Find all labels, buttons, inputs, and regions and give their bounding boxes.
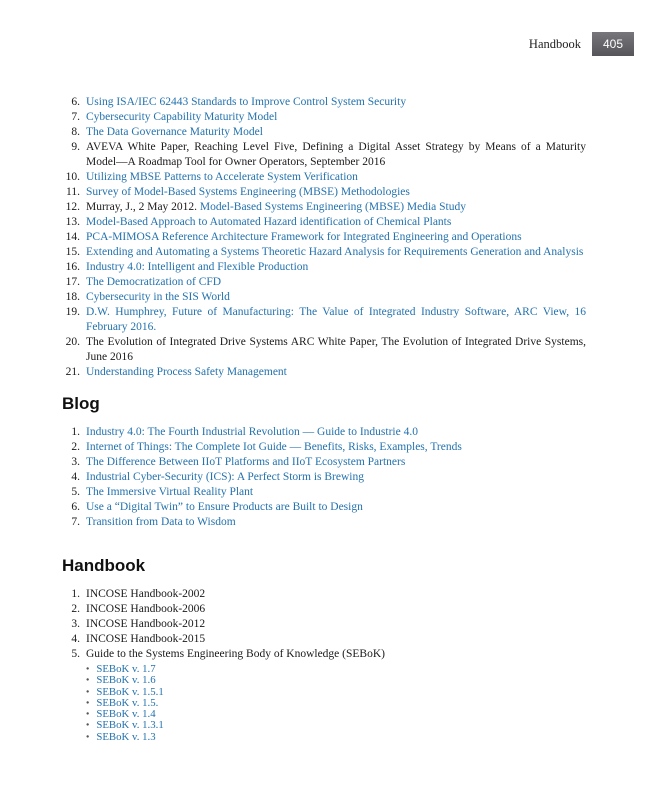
item-number: 1. bbox=[71, 426, 80, 438]
item-number: 21. bbox=[65, 366, 80, 378]
sebok-version-link[interactable]: SEBoK v. 1.3.1 bbox=[96, 719, 164, 732]
item-link[interactable]: PCA-MIMOSA Reference Architecture Framework for Integrated Engineering and Operations bbox=[86, 231, 522, 243]
item-number: 2. bbox=[71, 603, 80, 615]
item-number: 5. bbox=[71, 648, 80, 660]
list-item bbox=[62, 455, 586, 470]
item-text bbox=[86, 365, 586, 380]
item-plain-text: Murray, J., 2 May 2012. bbox=[86, 201, 200, 213]
sebok-version-link[interactable]: SEBoK v. 1.6 bbox=[96, 674, 156, 687]
item-text bbox=[86, 470, 586, 485]
item-text bbox=[86, 125, 586, 140]
list-item bbox=[62, 215, 586, 230]
item-number: 17. bbox=[65, 276, 80, 288]
list-item bbox=[62, 290, 586, 305]
item-text bbox=[86, 260, 586, 275]
blog-heading: Blog bbox=[62, 394, 100, 413]
item-number: 14. bbox=[65, 231, 80, 243]
list-item bbox=[62, 170, 586, 185]
item-text bbox=[86, 335, 586, 365]
sebok-version-item bbox=[86, 720, 586, 731]
blog-list bbox=[62, 425, 586, 530]
sebok-version-item bbox=[86, 664, 586, 675]
item-text bbox=[86, 215, 586, 230]
item-text bbox=[86, 290, 586, 305]
sebok-version-link[interactable]: SEBoK v. 1.7 bbox=[96, 663, 156, 675]
handbook-heading: Handbook bbox=[62, 556, 146, 575]
item-plain-text: INCOSE Handbook-2002 bbox=[86, 588, 206, 600]
item-number: 3. bbox=[71, 456, 80, 468]
item-number: 3. bbox=[71, 618, 80, 630]
sebok-version-link[interactable]: SEBoK v. 1.5. bbox=[96, 696, 159, 709]
list-item bbox=[62, 95, 586, 110]
item-plain-text: INCOSE Handbook-2015 bbox=[86, 633, 206, 645]
page-content bbox=[62, 95, 586, 743]
item-text bbox=[86, 170, 586, 185]
sebok-version-item bbox=[86, 675, 586, 686]
bullet-icon: ● bbox=[86, 699, 90, 706]
list-item bbox=[62, 632, 586, 647]
item-number: 20. bbox=[65, 336, 80, 348]
item-link[interactable]: The Difference Between IIoT Platforms and IIoT Ecosystem Partners bbox=[86, 456, 406, 468]
item-text bbox=[86, 515, 586, 530]
item-text bbox=[86, 305, 586, 335]
item-number: 6. bbox=[71, 96, 80, 108]
bullet-icon: ● bbox=[86, 666, 90, 672]
item-text bbox=[86, 485, 586, 500]
item-link[interactable]: D.W. Humphrey, Future of Manufacturing: The Value of Integrated Industry Software, ARC View, 16 February 2016. bbox=[86, 306, 586, 333]
item-link[interactable]: Cybersecurity Capability Maturity Model bbox=[86, 111, 278, 123]
list-item bbox=[62, 185, 586, 200]
list-item bbox=[62, 245, 586, 260]
list-item bbox=[62, 140, 586, 170]
list-item bbox=[62, 470, 586, 485]
item-link[interactable]: Use a “Digital Twin” to Ensure Products are Built to Design bbox=[86, 501, 363, 513]
item-link[interactable]: Industry 4.0: The Fourth Industrial Revolution — Guide to Industrie 4.0 bbox=[86, 426, 418, 438]
item-text bbox=[86, 110, 586, 125]
list-item bbox=[62, 365, 586, 380]
item-plain-text: INCOSE Handbook-2006 bbox=[86, 603, 206, 615]
page-number: 405 bbox=[592, 32, 634, 56]
list-item bbox=[62, 602, 586, 617]
list-item bbox=[62, 305, 586, 335]
item-number: 7. bbox=[71, 111, 80, 123]
list-item bbox=[62, 200, 586, 215]
handbook-list bbox=[62, 587, 586, 743]
item-number: 10. bbox=[65, 171, 80, 183]
item-link[interactable]: Model-Based Systems Engineering (MBSE) Media Study bbox=[199, 201, 466, 213]
bullet-icon: ● bbox=[86, 688, 90, 695]
list-item bbox=[62, 647, 586, 743]
list-item bbox=[62, 617, 586, 632]
item-link[interactable]: Model-Based Approach to Automated Hazard identification of Chemical Plants bbox=[86, 216, 452, 228]
item-link[interactable]: Survey of Model-Based Systems Engineering (MBSE) Methodologies bbox=[86, 186, 410, 198]
item-number: 12. bbox=[65, 201, 80, 213]
item-text bbox=[86, 230, 586, 245]
list-item bbox=[62, 230, 586, 245]
item-number: 19. bbox=[65, 306, 80, 318]
item-number: 4. bbox=[71, 633, 80, 645]
item-number: 7. bbox=[71, 516, 80, 528]
item-number: 18. bbox=[65, 291, 80, 303]
bullet-icon: ● bbox=[86, 677, 90, 684]
item-text bbox=[86, 587, 586, 602]
list-item bbox=[62, 440, 586, 455]
bullet-icon: ● bbox=[86, 711, 90, 718]
item-number: 11. bbox=[66, 186, 80, 198]
item-text bbox=[86, 440, 586, 455]
sebok-version-link[interactable]: SEBoK v. 1.4 bbox=[96, 708, 156, 721]
item-link[interactable]: Industry 4.0: Intelligent and Flexible Production bbox=[86, 261, 309, 273]
bullet-icon: ● bbox=[86, 722, 90, 729]
item-link[interactable]: The Data Governance Maturity Model bbox=[86, 126, 263, 138]
item-number: 13. bbox=[65, 216, 80, 228]
item-link[interactable]: Utilizing MBSE Patterns to Accelerate System Verification bbox=[86, 171, 358, 183]
item-link[interactable]: Industrial Cyber-Security (ICS): A Perfect Storm is Brewing bbox=[86, 471, 364, 483]
list-item bbox=[62, 500, 586, 515]
item-text bbox=[86, 140, 586, 170]
item-text bbox=[86, 185, 586, 200]
sebok-version-link[interactable]: SEBoK v. 1.3 bbox=[96, 730, 156, 743]
item-link[interactable]: Using ISA/IEC 62443 Standards to Improve Control System Security bbox=[86, 96, 407, 108]
item-text bbox=[86, 602, 586, 617]
item-number: 1. bbox=[71, 588, 80, 600]
item-number: 15. bbox=[65, 246, 80, 258]
item-link[interactable]: Understanding Process Safety Management bbox=[86, 366, 287, 378]
sebok-version-list bbox=[86, 664, 586, 743]
item-plain-text: The Evolution of Integrated Drive Systems ARC White Paper, The Evolution of Integrated Drive Systems, June 2016 bbox=[86, 336, 586, 363]
item-number: 9. bbox=[71, 141, 80, 153]
item-text bbox=[86, 647, 586, 743]
item-text bbox=[86, 245, 586, 260]
item-link[interactable]: Transition from Data to Wisdom bbox=[86, 516, 236, 528]
item-number: 8. bbox=[71, 126, 80, 138]
item-link[interactable]: Cybersecurity in the SIS World bbox=[86, 291, 230, 303]
list-item bbox=[62, 275, 586, 290]
item-link[interactable]: Internet of Things: The Complete Iot Guide — Benefits, Risks, Examples, Trends bbox=[86, 441, 462, 453]
sebok-version-item bbox=[86, 732, 586, 743]
item-text bbox=[86, 95, 586, 110]
item-link[interactable]: The Democratization of CFD bbox=[86, 276, 222, 288]
list-item bbox=[62, 425, 586, 440]
sebok-version-item bbox=[86, 687, 586, 698]
list-item bbox=[62, 125, 586, 140]
item-number: 5. bbox=[71, 486, 80, 498]
item-text bbox=[86, 617, 586, 632]
item-plain-text: Guide to the Systems Engineering Body of Knowledge (SEBoK) bbox=[86, 648, 385, 660]
item-number: 2. bbox=[71, 441, 80, 453]
list-item bbox=[62, 110, 586, 125]
item-text bbox=[86, 632, 586, 647]
list-item bbox=[62, 485, 586, 500]
item-link[interactable]: The Immersive Virtual Reality Plant bbox=[86, 486, 254, 498]
item-text bbox=[86, 500, 586, 515]
list-item bbox=[62, 260, 586, 275]
item-text bbox=[86, 200, 586, 215]
item-text bbox=[86, 455, 586, 470]
bullet-icon: ● bbox=[86, 733, 90, 740]
item-link[interactable]: Extending and Automating a Systems Theoretic Hazard Analysis for Requirements Generation and Analysis bbox=[86, 246, 584, 258]
list-item bbox=[62, 515, 586, 530]
item-number: 4. bbox=[71, 471, 80, 483]
sebok-version-link[interactable]: SEBoK v. 1.5.1 bbox=[96, 685, 164, 698]
list-item bbox=[62, 587, 586, 602]
running-header bbox=[0, 32, 648, 56]
item-text bbox=[86, 425, 586, 440]
list-item bbox=[62, 335, 586, 365]
running-header-title: Handbook bbox=[528, 36, 581, 51]
item-number: 6. bbox=[71, 501, 80, 513]
item-plain-text: AVEVA White Paper, Reaching Level Five, Defining a Digital Asset Strategy by Means of a Maturity Model—A Roadmap Tool for Owner Operators, September 2016 bbox=[86, 141, 586, 168]
item-plain-text: INCOSE Handbook-2012 bbox=[86, 618, 206, 630]
sebok-version-item bbox=[86, 698, 586, 709]
item-text bbox=[86, 275, 586, 290]
item-number: 16. bbox=[65, 261, 80, 273]
references-list bbox=[62, 95, 586, 380]
